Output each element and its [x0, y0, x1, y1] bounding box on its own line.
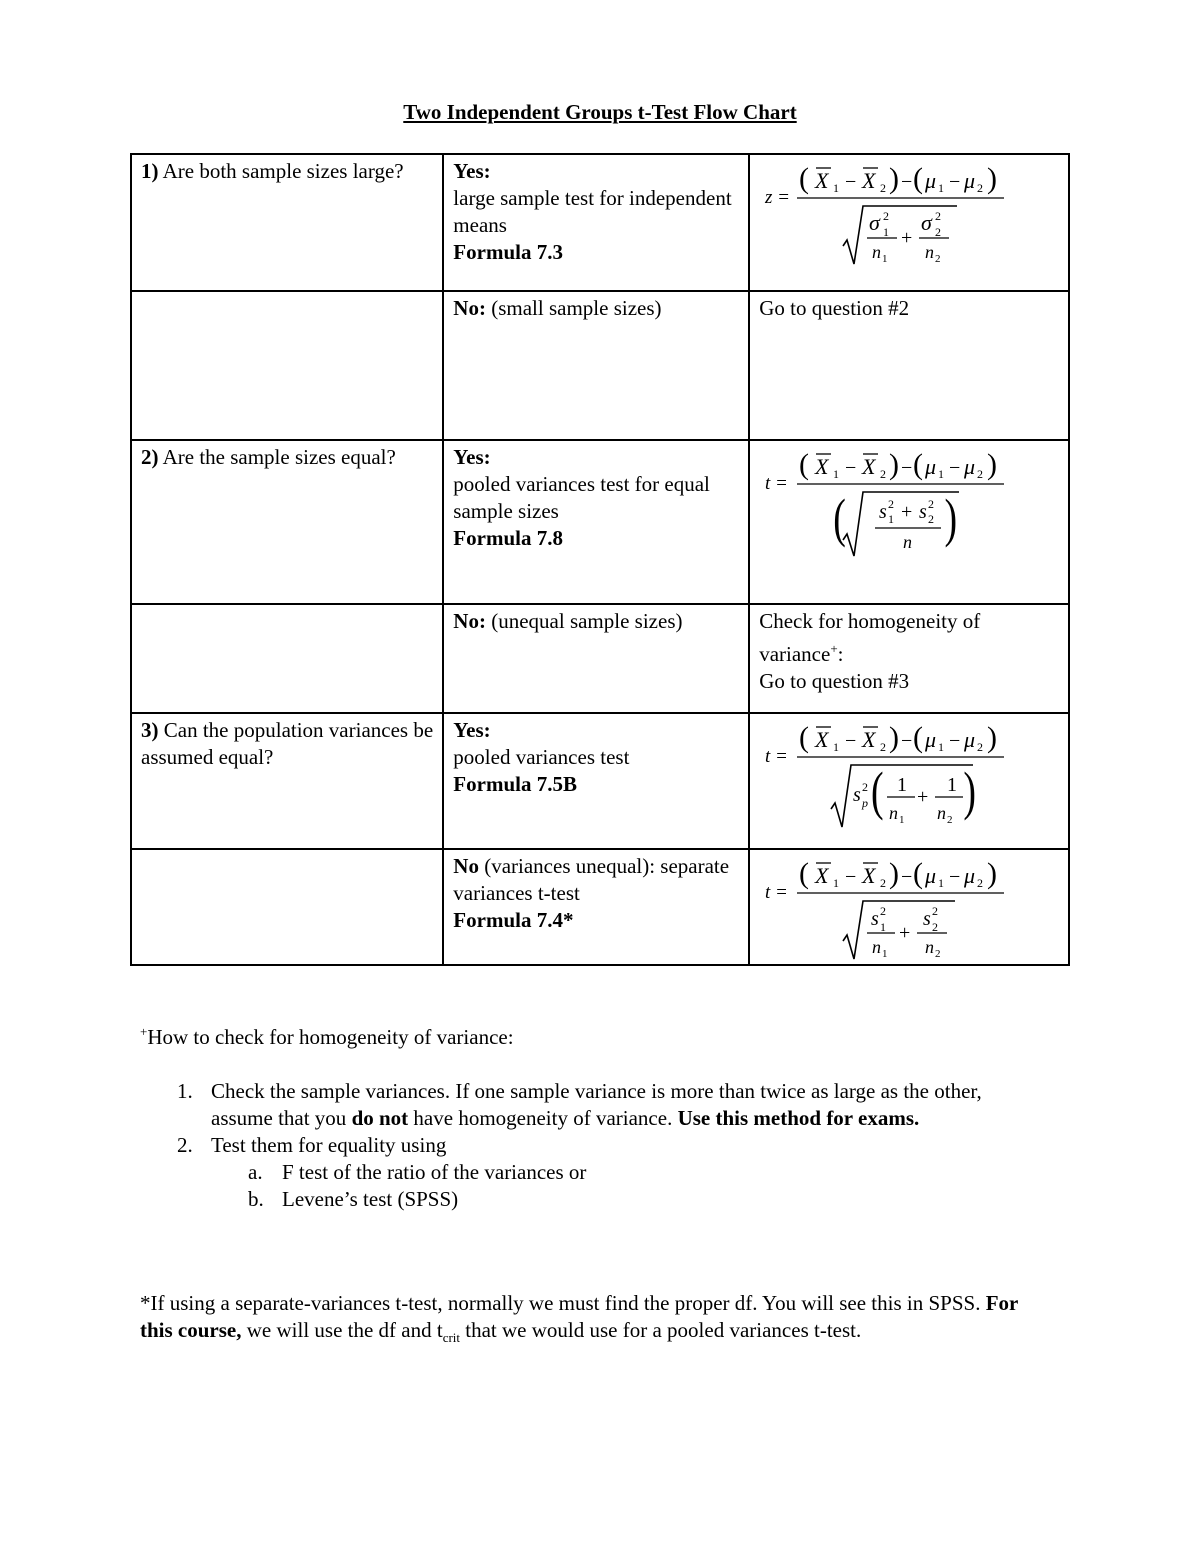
answer-cell: No: (unequal sample sizes) [443, 604, 749, 713]
svg-text:X: X [815, 863, 829, 888]
svg-text:μ: μ [964, 727, 976, 752]
formula-z-large-sample [759, 158, 1059, 268]
svg-text:−: − [845, 457, 857, 479]
svg-text:): ) [987, 448, 998, 481]
list-item: 1. Check the sample variances. If one sample variance is more than twice as large as the other, assume that you do not have homogeneity of variance. Use this method for exams. [177, 1079, 982, 1130]
svg-text:): ) [987, 721, 998, 754]
svg-text:): ) [963, 761, 977, 822]
svg-text:μ: μ [925, 454, 937, 479]
flow-chart-table [130, 153, 1070, 966]
result-cell: Go to question #2 [749, 291, 1069, 440]
svg-text:−: − [949, 730, 961, 752]
svg-text:2: 2 [977, 181, 984, 195]
svg-text:−: − [901, 730, 913, 752]
homogeneity-notes [140, 1018, 1040, 1213]
question-cell [131, 604, 443, 713]
svg-text:): ) [987, 162, 998, 195]
answer-cell: Yes: pooled variances test for equal sample sizes Formula 7.8 [443, 440, 749, 604]
answer-cell: No: (small sample sizes) [443, 291, 749, 440]
svg-text:(: ( [913, 857, 924, 890]
svg-text:+: + [899, 922, 911, 944]
formula-t-equal-n [759, 444, 1059, 564]
svg-text:μ: μ [925, 863, 937, 888]
svg-text:s: s [923, 908, 931, 930]
table-row [131, 291, 1069, 440]
svg-text:1: 1 [938, 740, 945, 754]
svg-text:1: 1 [888, 512, 895, 526]
svg-text:2: 2 [977, 876, 984, 890]
svg-text:2: 2 [935, 948, 941, 960]
svg-text:(: ( [913, 448, 924, 481]
svg-text:−: − [845, 866, 857, 888]
svg-text:2: 2 [888, 497, 895, 511]
question-cell: 2) Are the sample sizes equal? [131, 440, 443, 604]
svg-text:2: 2 [862, 780, 869, 794]
svg-text:X: X [815, 168, 829, 193]
svg-text:2: 2 [935, 209, 942, 223]
svg-text:1: 1 [938, 876, 945, 890]
svg-text:σ: σ [921, 210, 933, 235]
svg-text:): ) [889, 857, 900, 890]
svg-text:s: s [879, 501, 887, 523]
svg-text:2: 2 [928, 512, 935, 526]
svg-text:1: 1 [882, 948, 888, 960]
table-row [131, 440, 1069, 604]
notes-list [140, 1078, 1040, 1213]
svg-text:2: 2 [880, 876, 887, 890]
formula-t-separate [759, 853, 1059, 961]
svg-text:z =: z = [765, 187, 791, 208]
table-row [131, 849, 1069, 965]
list-item: a. F test of the ratio of the variances or [248, 1160, 587, 1184]
answer-cell: No (variances unequal): separate variances t-test Formula 7.4* [443, 849, 749, 965]
svg-text:(: ( [799, 448, 810, 481]
svg-text:2: 2 [947, 814, 953, 826]
svg-text:(: ( [913, 721, 924, 754]
svg-text:2: 2 [935, 253, 941, 265]
svg-text:2: 2 [935, 225, 942, 239]
sub-list [211, 1159, 1040, 1213]
svg-text:X: X [862, 863, 876, 888]
svg-text:1: 1 [882, 253, 888, 265]
svg-text:X: X [862, 454, 876, 479]
svg-text:1: 1 [883, 225, 890, 239]
svg-text:X: X [862, 168, 876, 193]
answer-cell: Yes: pooled variances test Formula 7.5B [443, 713, 749, 849]
svg-text:2: 2 [880, 904, 887, 918]
question-cell: 1) Are both sample sizes large? [131, 154, 443, 291]
svg-text:n: n [937, 803, 947, 823]
answer-cell: Yes: large sample test for independent means Formula 7.3 [443, 154, 749, 291]
svg-text:1: 1 [899, 814, 905, 826]
question-cell [131, 849, 443, 965]
formula-cell [749, 849, 1069, 965]
svg-text:−: − [845, 730, 857, 752]
svg-text:(: ( [799, 721, 810, 754]
svg-text:(: ( [871, 761, 884, 822]
svg-text:1: 1 [833, 740, 840, 754]
result-cell: Check for homogeneity of variance+: Go to question #3 [749, 604, 1069, 713]
table-row [131, 713, 1069, 849]
svg-text:X: X [815, 727, 829, 752]
svg-text:n: n [903, 532, 913, 552]
svg-text:n: n [925, 242, 935, 262]
formula-cell [749, 713, 1069, 849]
svg-text:p: p [862, 796, 869, 810]
formula-cell [749, 440, 1069, 604]
svg-text:−: − [901, 171, 913, 193]
svg-text:X: X [862, 727, 876, 752]
svg-text:−: − [949, 171, 961, 193]
svg-text:t =: t = [765, 473, 789, 494]
svg-text:−: − [845, 171, 857, 193]
formula-cell [749, 154, 1069, 291]
svg-text:μ: μ [964, 863, 976, 888]
svg-text:2: 2 [880, 740, 887, 754]
svg-text:): ) [889, 162, 900, 195]
svg-text:n: n [872, 242, 882, 262]
svg-text:): ) [889, 721, 900, 754]
svg-text:2: 2 [880, 467, 887, 481]
svg-text:): ) [944, 488, 958, 549]
footnote: *If using a separate-variances t-test, normally we must find the proper df. You will see this in SPSS. For this course, we will use the df and $t_{crit}$ that we would use for a pooled variances t-test. [140, 1291, 1018, 1346]
question-cell [131, 291, 443, 440]
svg-text:s: s [919, 501, 927, 523]
svg-text:n: n [872, 937, 882, 957]
svg-text:): ) [889, 448, 900, 481]
table-row [131, 604, 1069, 713]
svg-text:−: − [901, 866, 913, 888]
svg-text:(: ( [799, 162, 810, 195]
svg-text:1: 1 [938, 181, 945, 195]
svg-text:(: ( [833, 488, 846, 549]
svg-text:−: − [901, 457, 913, 479]
svg-text:μ: μ [925, 727, 937, 752]
question-cell: 3) Can the population variances be assumed equal? [131, 713, 443, 849]
svg-text:t =: t = [765, 882, 789, 903]
svg-text:1: 1 [947, 774, 958, 796]
svg-text:n: n [925, 937, 935, 957]
svg-text:2: 2 [880, 181, 887, 195]
svg-text:1: 1 [897, 774, 908, 796]
svg-text:(: ( [799, 857, 810, 890]
svg-text:2: 2 [977, 467, 984, 481]
svg-text:2: 2 [932, 920, 939, 934]
svg-text:): ) [987, 857, 998, 890]
svg-text:−: − [949, 457, 961, 479]
svg-text:2: 2 [928, 497, 935, 511]
list-item: 2. Test them for equality using a. F test of the ratio of the variances or b. Levene’s test (SPSS) [140, 1132, 1040, 1213]
table-row [131, 154, 1069, 291]
svg-text:s: s [853, 784, 861, 806]
svg-text:−: − [949, 866, 961, 888]
svg-text:X: X [815, 454, 829, 479]
svg-text:+: + [901, 227, 913, 249]
svg-text:(: ( [913, 162, 924, 195]
svg-text:2: 2 [883, 209, 890, 223]
svg-text:n: n [889, 803, 899, 823]
svg-text:+: + [917, 786, 929, 808]
svg-text:μ: μ [964, 454, 976, 479]
svg-text:μ: μ [925, 168, 937, 193]
svg-text:s: s [871, 908, 879, 930]
svg-text:2: 2 [977, 740, 984, 754]
formula-t-pooled [759, 717, 1059, 832]
svg-text:μ: μ [964, 168, 976, 193]
svg-text:+: + [901, 501, 913, 523]
page-title: Two Independent Groups t-Test Flow Chart [403, 100, 797, 124]
svg-text:1: 1 [833, 876, 840, 890]
svg-text:σ: σ [869, 210, 881, 235]
list-item: b. Levene’s test (SPSS) [248, 1187, 459, 1211]
svg-text:1: 1 [833, 467, 840, 481]
svg-text:1: 1 [938, 467, 945, 481]
svg-text:1: 1 [880, 920, 887, 934]
notes-heading: +How to check for homogeneity of variance: [140, 1024, 514, 1049]
svg-text:1: 1 [833, 181, 840, 195]
svg-text:t =: t = [765, 746, 789, 767]
svg-text:2: 2 [932, 904, 939, 918]
